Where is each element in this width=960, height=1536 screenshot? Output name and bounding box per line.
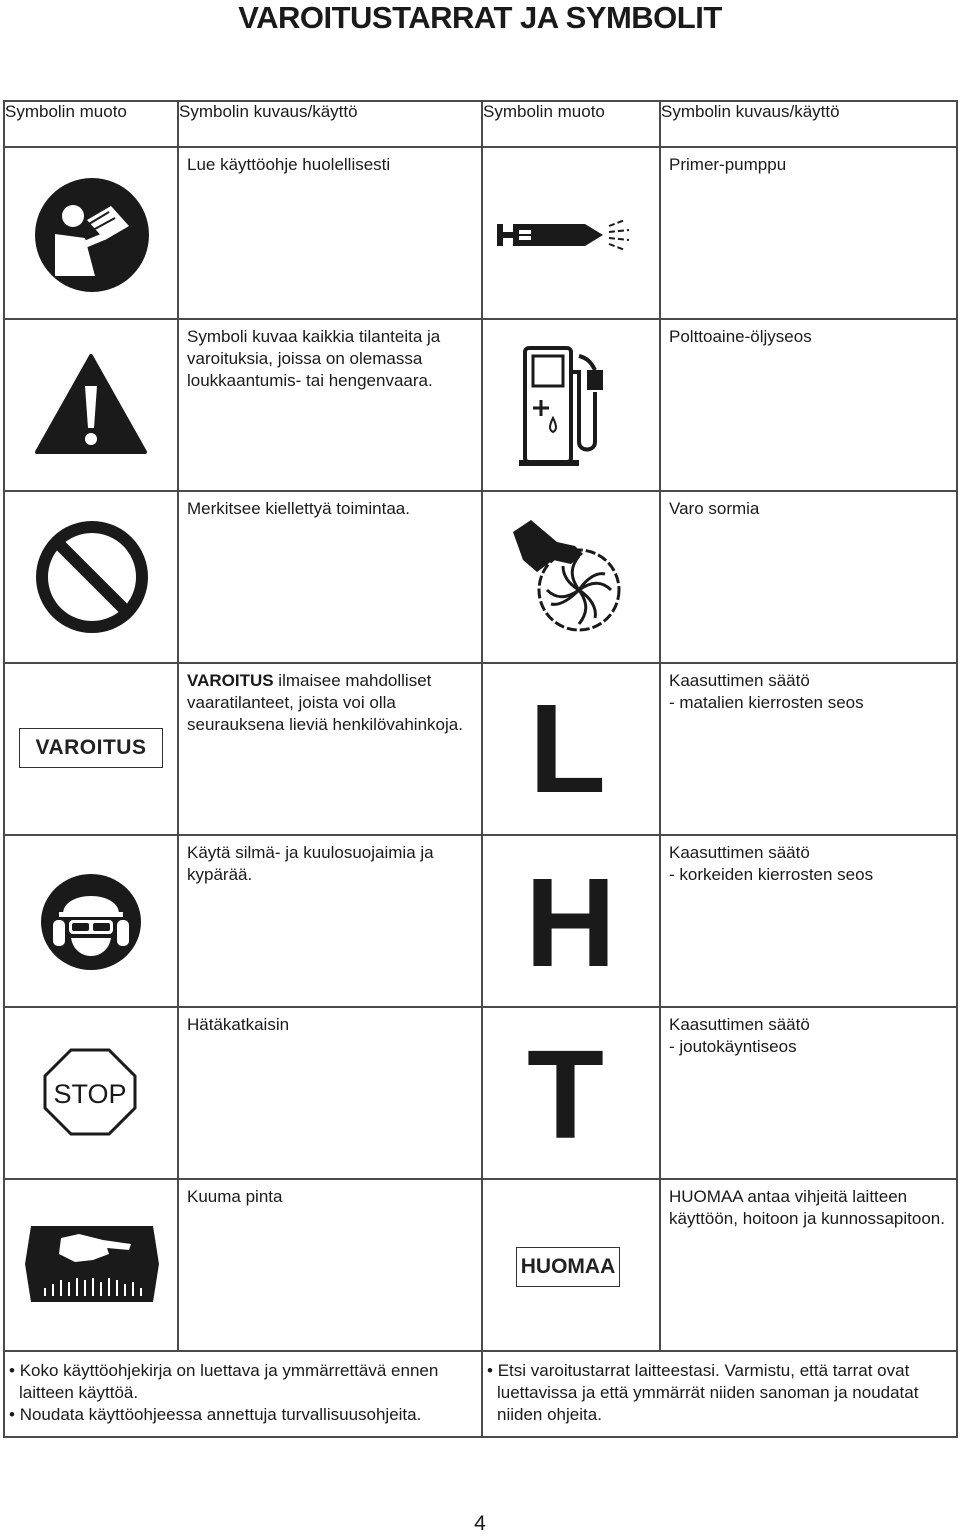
symbol-cell (4, 663, 178, 835)
table-header-row (4, 101, 957, 147)
primer-pump-icon (495, 218, 645, 258)
notes-row (4, 1351, 957, 1437)
note-label: HUOMAA (516, 1247, 620, 1287)
prohibited-icon (35, 520, 149, 634)
description-line: Kaasuttimen säätö (669, 671, 810, 690)
hand-fan-icon (513, 520, 625, 638)
description-line: Kaasuttimen säätö (669, 1015, 810, 1034)
symbol-cell (482, 147, 660, 319)
page-number: 4 (474, 1512, 486, 1535)
description-line: - joutokäyntiseos (669, 1037, 797, 1056)
warning-label: VAROITUS (19, 728, 163, 768)
warning-triangle-icon (33, 352, 149, 456)
description-cell: Lue käyttöohje huolellisesti (178, 147, 482, 319)
header-symbol-shape: Symbolin muoto (4, 101, 178, 147)
header-symbol-shape: Symbolin muoto (482, 101, 660, 147)
stop-label: STOP (53, 1079, 127, 1109)
description-cell: Varo sormia (660, 491, 957, 663)
carburetor-idle-letter: T (527, 1024, 604, 1165)
warning-bold-text: VAROITUS (187, 671, 274, 690)
stop-octagon-icon (43, 1048, 137, 1136)
protective-gear-icon (39, 872, 143, 972)
symbol-cell (4, 319, 178, 491)
table-row (4, 835, 957, 1007)
symbol-cell (4, 835, 178, 1007)
description-line: - korkeiden kierrosten seos (669, 865, 874, 884)
symbol-table (3, 100, 958, 1438)
symbol-cell (4, 147, 178, 319)
table-row (4, 319, 957, 491)
description-cell (660, 1007, 957, 1179)
description-cell (660, 663, 957, 835)
description-cell: Käytä silmä- ja kuulosuojaimia ja kypärää. (178, 835, 482, 1007)
table-row (4, 147, 957, 319)
table-row (4, 1179, 957, 1351)
symbol-cell (482, 1179, 660, 1351)
description-cell (660, 835, 957, 1007)
notes-left (4, 1351, 482, 1437)
symbol-cell (482, 835, 660, 1007)
list-item: • Etsi varoitustarrat laitteestasi. Varmistu, että tarrat ovat luettavissa ja että ymmärrät niiden sanoman ja noudatat niiden ohjeita. (487, 1361, 919, 1424)
carburetor-high-letter: H (525, 852, 616, 993)
description-cell: Merkitsee kiellettyä toimintaa. (178, 491, 482, 663)
symbol-cell (4, 1179, 178, 1351)
page-title: VAROITUSTARRAT JA SYMBOLIT (238, 0, 722, 35)
header-symbol-description: Symbolin kuvaus/käyttö (660, 101, 957, 147)
list-item: • Noudata käyttöohjeessa annettuja turvallisuusohjeita. (9, 1405, 422, 1424)
fuel-pump-icon (517, 342, 617, 470)
list-item: • Koko käyttöohjekirja on luettava ja ymmärrettävä ennen laitteen käyttöä. (9, 1361, 439, 1402)
header-symbol-description: Symbolin kuvaus/käyttö (178, 101, 482, 147)
symbol-cell (482, 491, 660, 663)
description-text: ilmaisee mahdolliset vaaratilanteet, joista voi olla seurauksena lieviä henkilövahinkoja. (187, 671, 463, 734)
description-cell: Polttoaine-öljyseos (660, 319, 957, 491)
description-line: - matalien kierrosten seos (669, 693, 864, 712)
hot-surface-icon (23, 1224, 161, 1304)
description-line: Kaasuttimen säätö (669, 843, 810, 862)
description-cell: Symboli kuvaa kaikkia tilanteita ja varoituksia, joissa on olemassa loukkaantumis- tai hengenvaara. (178, 319, 482, 491)
table-row (4, 491, 957, 663)
description-cell: Hätäkatkaisin (178, 1007, 482, 1179)
table-row (4, 663, 957, 835)
read-manual-icon (33, 176, 151, 294)
description-cell: Primer-pumppu (660, 147, 957, 319)
table-row (4, 1007, 957, 1179)
symbol-cell (4, 1007, 178, 1179)
symbol-cell (482, 1007, 660, 1179)
carburetor-low-letter: L (529, 678, 606, 819)
description-cell: HUOMAA antaa vihjeitä laitteen käyttöön, hoitoon ja kunnossapitoon. (660, 1179, 957, 1351)
notes-right (482, 1351, 957, 1437)
symbol-cell (4, 491, 178, 663)
description-cell (178, 663, 482, 835)
symbol-cell (482, 663, 660, 835)
description-cell: Kuuma pinta (178, 1179, 482, 1351)
symbol-cell (482, 319, 660, 491)
